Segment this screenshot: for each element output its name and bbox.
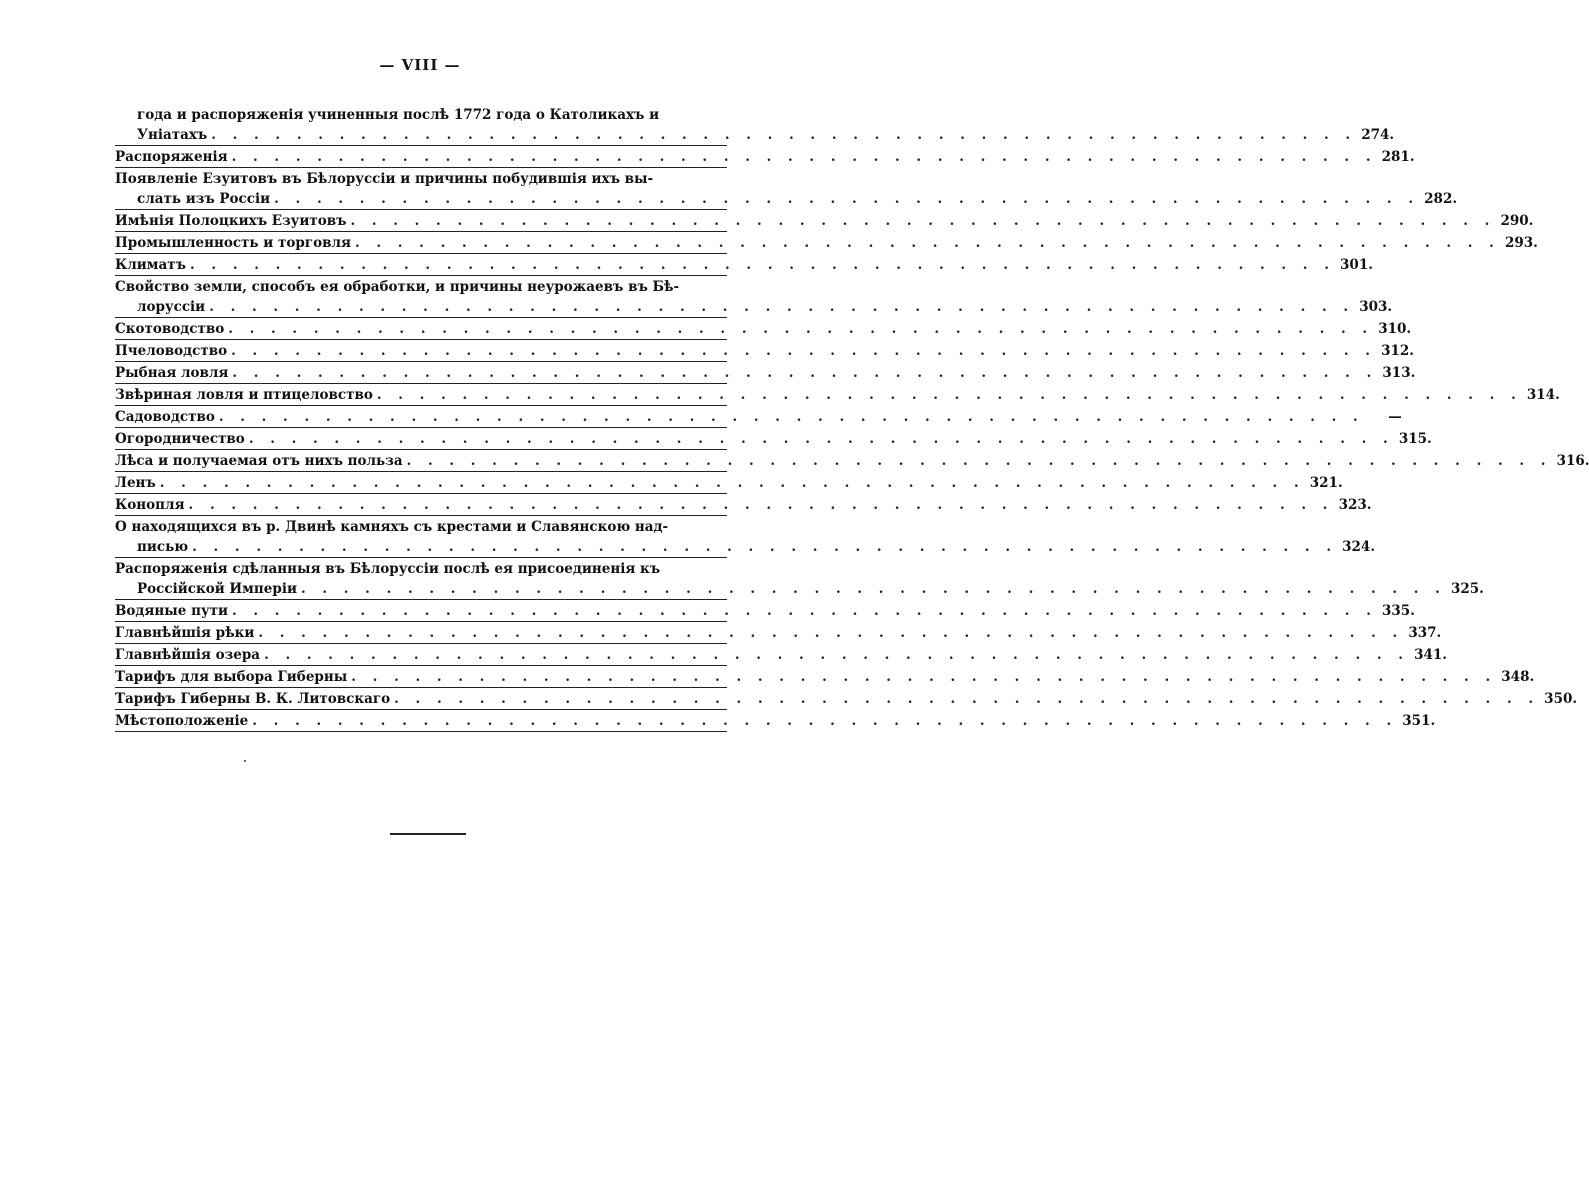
toc-entry-page: 316. <box>1556 453 1589 469</box>
dot-leader: . . . . . . . . . . . . . . . . . . . . . . . . . . . . . . . . . . . . . . . . . . . . . . . . . . . . . . <box>274 191 1420 207</box>
toc-entry-title-line1: года и распоряженія учиненныя послѣ 1772 года о Католикахъ и <box>137 107 660 123</box>
toc-entry-page: 324. <box>1342 539 1376 555</box>
toc-entry-title: Главнѣйшія рѣки <box>115 625 255 641</box>
toc-entry-page: 350. <box>1544 691 1578 707</box>
toc-entry-title: Конопля <box>115 497 185 513</box>
toc-entry <box>115 450 1589 472</box>
end-rule <box>390 833 466 835</box>
dot-leader: . . . . . . . . . . . . . . . . . . . . . . . . . . . . . . . . . . . . . . . . . . . . . . . . . . . . . . <box>264 647 1409 663</box>
toc-entry-page: 290. <box>1500 213 1534 229</box>
toc-entry-page: 313. <box>1382 365 1416 381</box>
toc-entry-page: 310. <box>1378 321 1412 337</box>
toc-entry-title: Тарифъ для выбора Гиберны <box>115 669 348 685</box>
dot-leader: . . . . . . . . . . . . . . . . . . . . . . . . . . . . . . . . . . . . . . . . . . . . . . . . . . . . . . <box>231 149 1377 165</box>
dot-leader: . . . . . . . . . . . . . . . . . . . . . . . . . . . . . . . . . . . . . . . . . . . . . . . . . . . . . . <box>300 581 1446 597</box>
toc-entry-page: 301. <box>1340 257 1373 273</box>
toc-entry-title: Скотоводство <box>115 321 225 337</box>
dot-leader: . . . . . . . . . . . . . . . . . . . . . . . . . . . . . . . . . . . . . . . . . . . . . . . . . . . . . . <box>228 321 1374 337</box>
toc-entry-title: Рыбная ловля <box>115 365 229 381</box>
toc-entry <box>115 340 1414 362</box>
toc-entry-title: Пчеловодство <box>115 343 228 359</box>
toc-entry-title: Уніатахъ <box>137 127 208 143</box>
toc-entry-title: Распоряженія <box>115 149 228 165</box>
dot-leader: . . . . . . . . . . . . . . . . . . . . . . . . . . . . . . . . . . . . . . . . . . . . . . . . . . . . . . <box>211 127 1357 143</box>
toc-entry-page: 351. <box>1402 713 1436 729</box>
toc-entry <box>115 428 1432 450</box>
toc-entry <box>115 384 1560 406</box>
toc-entry <box>115 472 1343 494</box>
toc-entry-title: Тарифъ Гиберны В. К. Литовскаго <box>115 691 391 707</box>
toc-entry-page: 315. <box>1398 431 1432 447</box>
toc-entry <box>115 146 1415 168</box>
toc-entry-title: Водяные пути <box>115 603 228 619</box>
dot-leader: . . . . . . . . . . . . . . . . . . . . . . . . . . . . . . . . . . . . . . . . . . . . . . . . . . . . . . <box>354 235 1500 251</box>
toc-entry-page: 282. <box>1424 191 1458 207</box>
toc-entry-page: 303. <box>1359 299 1393 315</box>
toc-entry <box>115 168 1458 210</box>
dot-leader: . . . . . . . . . . . . . . . . . . . . . . . . . . . . . . . . . . . . . . . . . . . . . . . . . . . . . . <box>350 213 1496 229</box>
toc-entry-title: слать изъ Россіи <box>137 191 271 207</box>
dot-leader: . . . . . . . . . . . . . . . . . . . . . . . . . . . . . . . . . . . . . . . . . . . . . . . . . . . . . . <box>218 409 1364 425</box>
toc-entry-page: 337. <box>1408 625 1442 641</box>
table-of-contents <box>115 104 1589 732</box>
dot-leader: . . . . . . . . . . . . . . . . . . . . . . . . . . . . . . . . . . . . . . . . . . . . . . . . . . . . . . <box>252 713 1398 729</box>
dot-leader: . . . . . . . . . . . . . . . . . . . . . . . . . . . . . . . . . . . . . . . . . . . . . . . . . . . . . . <box>406 453 1552 469</box>
toc-entry-title: Россійской Имперіи <box>137 581 297 597</box>
dot-leader: . . . . . . . . . . . . . . . . . . . . . . . . . . . . . . . . . . . . . . . . . . . . . . . . . . . . . . <box>190 257 1335 273</box>
dot-leader: . . . . . . . . . . . . . . . . . . . . . . . . . . . . . . . . . . . . . . . . . . . . . . . . . . . . . . <box>159 475 1305 491</box>
toc-entry-page: — <box>1388 409 1402 425</box>
toc-entry <box>115 666 1535 688</box>
dot-leader: . . . . . . . . . . . . . . . . . . . . . . . . . . . . . . . . . . . . . . . . . . . . . . . . . . . . . . <box>192 539 1338 555</box>
toc-entry-title: Лѣса и получаемая отъ нихъ польза <box>115 453 403 469</box>
toc-entry <box>115 600 1415 622</box>
dot-leader: . . . . . . . . . . . . . . . . . . . . . . . . . . . . . . . . . . . . . . . . . . . . . . . . . . . . . . <box>232 603 1377 619</box>
toc-entry <box>115 644 1447 666</box>
toc-entry-page: 312. <box>1381 343 1414 359</box>
dot-leader: . . . . . . . . . . . . . . . . . . . . . . . . . . . . . . . . . . . . . . . . . . . . . . . . . . . . . . <box>351 669 1497 685</box>
toc-entry-title: Ленъ <box>115 475 156 491</box>
toc-entry <box>115 254 1373 276</box>
toc-entry <box>115 516 1376 558</box>
toc-entry-title: писью <box>137 539 189 555</box>
toc-entry <box>115 406 1402 428</box>
dot-leader: . . . . . . . . . . . . . . . . . . . . . . . . . . . . . . . . . . . . . . . . . . . . . . . . . . . . . . <box>232 365 1378 381</box>
toc-entry <box>115 558 1484 600</box>
dot-leader: . . . . . . . . . . . . . . . . . . . . . . . . . . . . . . . . . . . . . . . . . . . . . . . . . . . . . . <box>231 343 1376 359</box>
toc-entry-page: 314. <box>1526 387 1560 403</box>
toc-entry <box>115 276 1393 318</box>
toc-entry <box>115 710 1436 732</box>
toc-entry <box>115 362 1416 384</box>
dot-leader: . . . . . . . . . . . . . . . . . . . . . . . . . . . . . . . . . . . . . . . . . . . . . . . . . . . . . . <box>188 497 1334 513</box>
toc-entry-page: 274. <box>1361 127 1395 143</box>
toc-entry <box>115 622 1442 644</box>
toc-entry <box>115 232 1538 254</box>
toc-entry <box>115 210 1534 232</box>
toc-entry-title: Мѣстоположеніе <box>115 713 249 729</box>
toc-entry-page: 321. <box>1309 475 1343 491</box>
toc-entry-title: лоруссіи <box>137 299 206 315</box>
toc-entry-title: Огородничество <box>115 431 245 447</box>
toc-entry-page: 281. <box>1381 149 1415 165</box>
toc-entry-title: Главнѣйшія озера <box>115 647 261 663</box>
toc-entry-title: Звѣриная ловля и птицеловство <box>115 387 373 403</box>
toc-entry-title: Имѣнія Полоцкихъ Езуитовъ <box>115 213 347 229</box>
toc-entry-title-line1: Появленіе Езуитовъ въ Бѣлоруссіи и причины побудившія ихъ вы- <box>115 171 654 187</box>
toc-entry-page: 323. <box>1338 497 1372 513</box>
dot-leader: . . . . . . . . . . . . . . . . . . . . . . . . . . . . . . . . . . . . . . . . . . . . . . . . . . . . . . <box>248 431 1394 447</box>
toc-entry <box>115 688 1578 710</box>
dot-leader: . . . . . . . . . . . . . . . . . . . . . . . . . . . . . . . . . . . . . . . . . . . . . . . . . . . . . . <box>209 299 1355 315</box>
toc-entry-page: 293. <box>1504 235 1538 251</box>
toc-entry <box>115 494 1372 516</box>
print-speck <box>244 760 246 762</box>
toc-entry-page: 341. <box>1414 647 1447 663</box>
page-number: — VIII — <box>379 56 461 74</box>
dot-leader: . . . . . . . . . . . . . . . . . . . . . . . . . . . . . . . . . . . . . . . . . . . . . . . . . . . . . . <box>394 691 1540 707</box>
toc-entry-page: 325. <box>1450 581 1484 597</box>
toc-entry <box>115 104 1395 146</box>
toc-entry-title: Климатъ <box>115 257 187 273</box>
toc-entry-title-line1: О находящихся въ р. Двинѣ камняхъ съ крестами и Славянскою над- <box>115 519 669 535</box>
toc-entry-title-line1: Распоряженія сдѣланныя въ Бѣлоруссіи послѣ ея присоединенія къ <box>115 561 661 577</box>
toc-entry-page: 335. <box>1382 603 1415 619</box>
toc-entry-title: Промышленность и торговля <box>115 235 351 251</box>
dot-leader: . . . . . . . . . . . . . . . . . . . . . . . . . . . . . . . . . . . . . . . . . . . . . . . . . . . . . . <box>258 625 1404 641</box>
toc-entry <box>115 318 1412 340</box>
toc-entry-title-line1: Свойство земли, способъ ея обработки, и причины неурожаевъ въ Бѣ- <box>115 279 680 295</box>
dot-leader: . . . . . . . . . . . . . . . . . . . . . . . . . . . . . . . . . . . . . . . . . . . . . . . . . . . . . . <box>376 387 1522 403</box>
toc-entry-title: Садоводство <box>115 409 215 425</box>
toc-entry-page: 348. <box>1501 669 1535 685</box>
